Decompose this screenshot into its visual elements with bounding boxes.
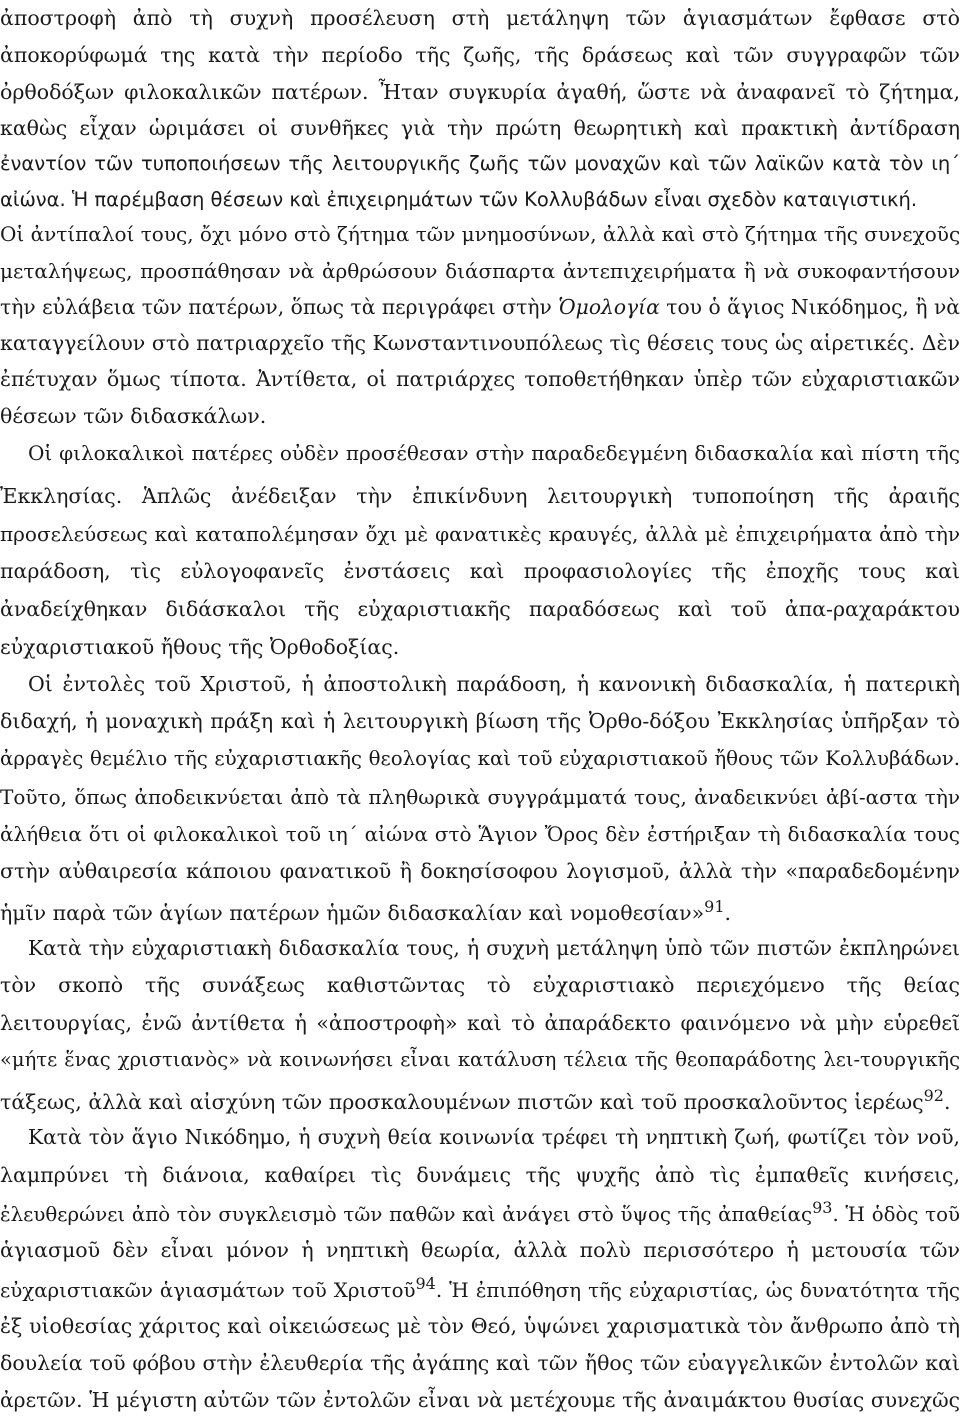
- text-line: [0, 359, 960, 399]
- text-line: [0, 323, 960, 363]
- text-line: [0, 35, 960, 75]
- text-line: [0, 627, 960, 667]
- line-text: θέσεων τῶν διδασκάλων.: [0, 404, 267, 428]
- line-text: λειτουργίας, ἐνῶ ἀντίθετα ἡ «ἀποστροφὴ» καὶ τὸ ἀπαράδεκτο φαινόμενο νὰ μὴν εὑρεθεῖ: [0, 1011, 960, 1035]
- line-text: τάξεως, ἀλλὰ καὶ αἰσχύνη τῶν προσκαλουμένων πιστῶν καὶ τοῦ προσκαλοῦντος ἱερέως: [0, 1090, 924, 1114]
- line-text-after: . Ἡ ἐπιπόθηση τῆς εὐχαριστίας, ὡς δυνατότητα τῆς: [435, 1279, 960, 1302]
- paragraph-first-line: [0, 928, 960, 968]
- footnote-marker: 94: [415, 1274, 436, 1293]
- line-text: Τοῦτο, ὅπως ἀποδεικνύεται ἀπὸ τὰ πληθωρικὰ συγγράμματά τους, ἀναδεικνύει ἀβί-αστα τὴν: [0, 785, 960, 809]
- line-text: λαμπρύνει τὴ διάνοια, καθαίρει τὶς δυνάμεις τῆς ψυχῆς ἀπὸ τὶς ἐμπαθεῖς κινήσεις,: [0, 1163, 960, 1187]
- text-line: [0, 1380, 960, 1420]
- text-line: [0, 1195, 960, 1235]
- line-text: δουλεία τοῦ φόβου στὴν ἐλευθερία τῆς ἀγάπης καὶ τῶν ἤθος τῶν εὐαγγελικῶν ἐντολῶν καὶ: [0, 1351, 960, 1375]
- text-line: [0, 589, 960, 629]
- line-text-after: .: [724, 901, 732, 925]
- line-text: ἐναντίον τῶν τυποποιήσεων τῆς λειτουργικῆς ζωῆς τῶν μοναχῶν καὶ τῶν λαϊκῶν κατὰ τὸν ιη΄: [0, 152, 960, 175]
- text-line: [0, 739, 960, 779]
- line-text: Οἱ ἐντολὲς τοῦ Χριστοῦ, ἡ ἀποστολικὴ παράδοση, ἡ κανονικὴ διδασκαλία, ἡ πατερικὴ: [28, 672, 960, 696]
- footnote-marker: 93: [812, 1198, 833, 1217]
- text-line: [0, 214, 960, 254]
- text-line: [0, 144, 960, 184]
- line-text: εὐχαριστιακῶν ἁγιασμάτων τοῦ Χριστοῦ: [0, 1279, 416, 1302]
- text-line: [0, 476, 960, 516]
- line-text: τὸν σκοπὸ τῆς συνάξεως καθιστῶντας τὸ εὐχαριστιακὸ περιεχόμενο τῆς θείας: [0, 973, 960, 997]
- footnote-marker: 91: [704, 897, 725, 916]
- line-text: παράδοση, τὶς εὐλογοφανεῖς ἐνστάσεις καὶ προφασιολογίες τῆς ἐποχῆς τους καὶ: [0, 559, 960, 583]
- line-text: Οἱ ἀντίπαλοί τους, ὄχι μόνο στὸ ζήτημα τῶν μνημοσύνων, ἀλλὰ καὶ στὸ ζήτημα τῆς συνεχοῦς: [0, 222, 960, 246]
- line-text: στὴν αὐθαιρεσία κάποιου φανατικοῦ ἢ δοκησίσοφου λογισμοῦ, ἀλλὰ τὴν «παραδεδομένην: [0, 859, 960, 883]
- text-line: [0, 551, 960, 591]
- text-line: [0, 1230, 960, 1270]
- line-text: ἐπέτυχαν ὅμως τίποτα. Ἀντίθετα, οἱ πατριάρχες τοποθετήθηκαν ὑπὲρ τῶν εὐχαριστιακῶν: [0, 367, 960, 391]
- line-text: «μήτε ἕνας χριστιανὸς» νὰ κοινωνήσει εἶναι κατάλυση τέλεια τῆς θεοπαράδοτης λει-τουργικῆς: [0, 1048, 960, 1071]
- line-text: διδαχή, ἡ μοναχικὴ πράξη καὶ ἡ λειτουργικὴ βίωση τῆς Ὀρθο-δόξου Ἐκκλησίας ὑπῆρξαν τὸ: [0, 709, 960, 733]
- book-title: Ὁμολογία: [558, 295, 660, 319]
- line-text: προσελεύσεως καὶ καταπολέμησαν ὄχι μὲ φανατικὲς κραυγές, ἀλλὰ μὲ ἐπιχειρήματα ἀπὸ τὴν: [0, 522, 960, 546]
- line-text: ὀρθοδόξων φιλοκαλικῶν πατέρων. Ἦταν συγκυρία ἀγαθή, ὥστε νὰ ἀναφανεῖ τὸ ζήτημα,: [0, 80, 960, 104]
- line-text: Ἐκκλησίας. Ἁπλῶς ἀνέδειξαν τὴν ἐπικίνδυνη λειτουργικὴ τυποποίηση τῆς ἀραιῆς: [0, 484, 960, 508]
- text-line: [0, 851, 960, 891]
- line-text: ἀναδείχθηκαν διδάσκαλοι τῆς εὐχαριστιακῆς παραδόσεως καὶ τοῦ ἀπα-ραχαράκτου: [0, 597, 960, 621]
- paragraph-first-line: [0, 1117, 960, 1157]
- line-text-after: .: [943, 1090, 951, 1114]
- line-text: ἀλήθεια ὅτι οἱ φιλοκαλικοὶ τοῦ ιη΄ αἰώνα στὸ Ἅγιον Ὄρος δὲν ἐστήριξαν τὴ διδασκαλία τους: [0, 822, 960, 846]
- text-line: [0, 1271, 960, 1311]
- text-line: [0, 701, 960, 741]
- line-text-after: . Ἡ ὁδὸς τοῦ: [832, 1203, 960, 1226]
- line-text: καταγγείλουν στὸ πατριαρχεῖο τῆς Κωνσταντινουπόλεως τὶς θέσεις τους ὡς αἱρετικές. Δὲν: [0, 331, 960, 355]
- line-text-after: του ὁ ἅγιος Νικόδημος, ἢ νὰ: [659, 295, 960, 319]
- line-text: ἡμῖν παρὰ τῶν ἁγίων πατέρων ἡμῶν διδασκαλίαν καὶ νομοθεσίαν»: [0, 901, 705, 925]
- text-line: [0, 514, 960, 554]
- text-line: [0, 1343, 960, 1383]
- text-line: [0, 287, 960, 327]
- line-text: ἀρετῶν. Ἡ μέγιστη αὐτῶν τῶν ἐντολῶν εἶναι νὰ μετέχουμε τῆς ἀναιμάκτου θυσίας συνεχῶς: [0, 1388, 960, 1412]
- text-line: [0, 1155, 960, 1195]
- line-text: Κατὰ τὴν εὐχαριστιακὴ διδασκαλία τους, ἡ συχνὴ μετάληψη ὑπὸ τῶν πιστῶν ἐκπληρώνει: [28, 936, 960, 960]
- line-text: καθὼς εἶχαν ὡριμάσει οἱ συνθῆκες γιὰ τὴν πρώτη θεωρητικὴ καὶ πρακτικὴ ἀντίδραση: [0, 116, 960, 140]
- text-line: [0, 965, 960, 1005]
- line-text: Οἱ φιλοκαλικοὶ πατέρες οὐδὲν προσέθεσαν στὴν παραδεδεγμένη διδασκαλία καὶ πίστη τῆς: [28, 441, 960, 465]
- text-line: [0, 1040, 960, 1080]
- line-text: τὴν εὐλάβεια τῶν πατέρων, ὅπως τὰ περιγράφει στὴν: [0, 295, 559, 319]
- text-line: [0, 1082, 960, 1122]
- text-line: [0, 251, 960, 291]
- text-line: [0, 1306, 960, 1346]
- text-line: [0, 777, 960, 817]
- paragraph-first-line: [0, 664, 960, 704]
- text-line: [0, 72, 960, 112]
- line-text: ἐλευθερώνει ἀπὸ τὸν συγκλεισμὸ τῶν παθῶν καὶ ἀνάγει στὸ ὕψος τῆς ἀπαθείας: [0, 1203, 813, 1226]
- line-text: ἁγιασμοῦ δὲν εἶναι μόνον ἡ νηπτικὴ θεωρία, ἀλλὰ πολὺ περισσότερο ἡ μετουσία τῶν: [0, 1238, 960, 1262]
- text-line: [0, 1003, 960, 1043]
- paragraph-first-line: [0, 433, 960, 473]
- footnote-marker: 92: [923, 1086, 944, 1105]
- line-text: μεταλήψεως, προσπάθησαν νὰ ἀρθρώσουν διάσπαρτα ἀντεπιχειρήματα ἢ νὰ συκοφαντήσουν: [0, 259, 960, 283]
- line-text: Κατὰ τὸν ἅγιο Νικόδημο, ἡ συχνὴ θεία κοινωνία τρέφει τὴ νηπτικὴ ζωή, φωτίζει τὸν νοῦ,: [28, 1125, 960, 1149]
- line-text: ἀποκορύφωμά της κατὰ τὴν περίοδο τῆς ζωῆς, τῆς δράσεως καὶ τῶν συγγραφῶν τῶν: [0, 43, 960, 67]
- text-line: [0, 396, 960, 436]
- line-text: ἀποστροφὴ ἀπὸ τὴ συχνὴ προσέλευση στὴ μετάληψη τῶν ἁγιασμάτων ἔφθασε στὸ: [0, 6, 960, 30]
- line-text: ἐξ υἱοθεσίας χάριτος καὶ οἰκειώσεως μὲ τὸν Θεό, ὑψώνει χαρισματικὰ τὸν ἄνθρωπο ἀπὸ τὴ: [0, 1314, 960, 1338]
- text-line: [0, 108, 960, 148]
- text-line: [0, 0, 960, 38]
- text-line: [0, 814, 960, 854]
- line-text: ἀρραγὲς θεμέλιο τῆς εὐχαριστιακῆς θεολογίας καὶ τοῦ εὐχαριστιακοῦ ἤθους τῶν Κολλυβάδων.: [0, 747, 960, 770]
- text-line: [0, 893, 960, 933]
- line-text: εὐχαριστιακοῦ ἤθους τῆς Ὀρθοδοξίας.: [0, 635, 400, 659]
- line-text: αἰώνα. Ἡ παρέμβαση θέσεων καὶ ἐπιχειρημάτων τῶν Κολλυβάδων εἶναι σχεδὸν καταιγιστική.: [0, 188, 918, 211]
